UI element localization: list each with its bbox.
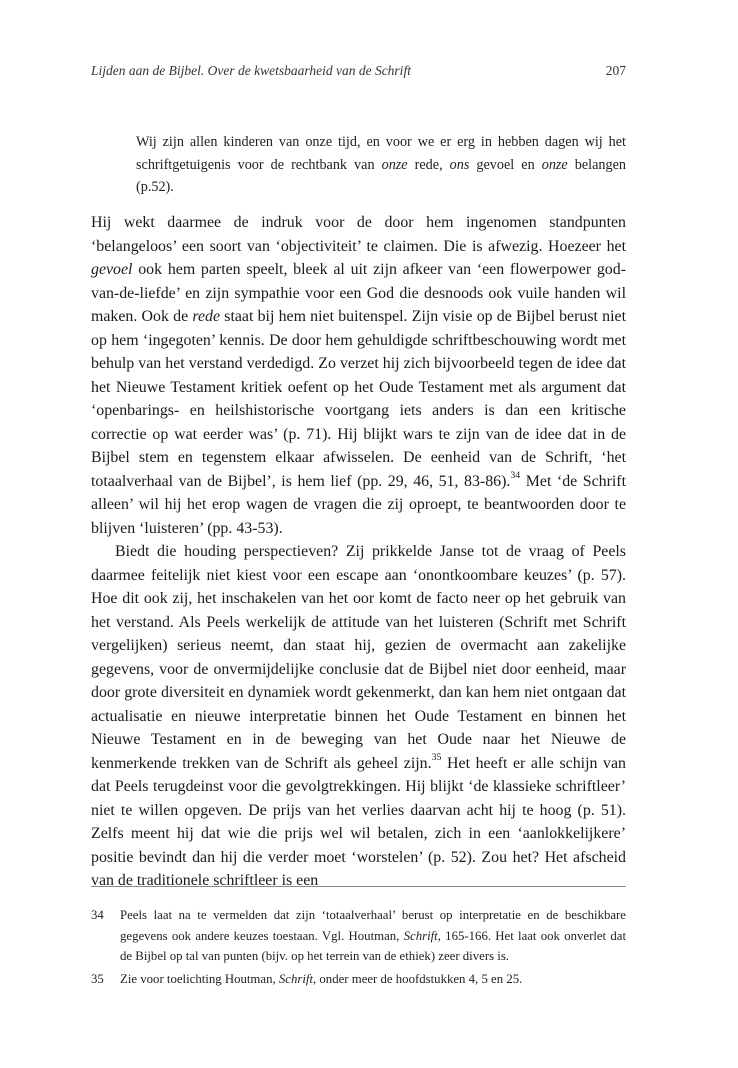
footnote-35: 35 Zie voor toelichting Houtman, Schrift, onder meer de hoofdstukken 4, 5 en 25. (91, 969, 626, 990)
quote-text: Wij zijn allen kinderen van onze tijd, en voor we er erg in hebben dagen wij het schriftgetuigenis voor de rechtbank van onze rede, ons gevoel en onze belangen (p.52). (136, 134, 626, 195)
page-number: 207 (605, 63, 626, 78)
paragraph-1: Hij wekt daarmee de indruk voor de door hem ingenomen standpunten ‘belangeloos’ een soort van ‘objectiviteit’ te claimen. Die is afwezig. Hoezeer het gevoel ook hem parten speelt, bleek al uit zijn afkeer van ‘een flowerpower god-van-de-liefde’ en zijn sympathie voor een God die desnoods ook vuile handen wil maken. Ook de rede staat bij hem niet buitenspel. Zijn visie op de Bijbel berust niet op hem ‘ingegoten’ kennis. De door hem gehuldigde schriftbeschouwing wordt met behulp van het verstand verdedigd. Zo verzet hij zich bijvoorbeeld tegen de idee dat het Nieuwe Testament kritiek oefent op het Oude Testament met als argument dat ‘openbarings- en heilshistorische voortgang iets anders is dan een kritische correctie op wat eerder was’ (p. 71). Hij blijkt wars te zijn van de idee dat in de Bijbel stem en tegenstem elkaar afwisselen. De eenheid van de Schrift, ‘het totaalverhaal van de Bijbel’, is hem lief (pp. 29, 46, 51, 83-86).$^{34}$ Met ‘de Schrift alleen’ wil hij het erop wagen de vragen die zij oproept, te beantwoorden door te blijven ‘luisteren’ (pp. 43-53). (91, 214, 627, 537)
emphasis: onze (381, 156, 408, 173)
footnote-34: 34 Peels laat na te vermelden dat zijn ‘totaalverhaal’ berust op interpretatie en de beschikbare gegevens ook andere keuzes toestaan. Vgl. Houtman, Schrift, 165-166. Het laat ook onverlet dat de Bijbel op tal van punten (bijv. op het terrein van de ethiek) zeer divers is. (91, 905, 626, 967)
running-title: Lijden aan de Bijbel. Over de kwetsbaarheid van de Schrift (91, 63, 411, 78)
body-text (91, 211, 626, 893)
block-quote (136, 131, 626, 199)
footnote-divider (91, 886, 626, 887)
emphasis: gevoel (91, 261, 133, 278)
footnote-number: 35 (91, 971, 104, 986)
footnotes (91, 905, 626, 991)
emphasis: ons (449, 156, 470, 173)
emphasis: Schrift (278, 971, 313, 986)
emphasis: onze (541, 156, 568, 173)
footnote-number: 34 (91, 908, 104, 922)
paragraph-2: Biedt die houding perspectieven? Zij prikkelde Janse tot de vraag of Peels daarmee feitelijk niet kiest voor een escape aan ‘onontkoombare keuzes’ (p. 57). Hoe dit ook zij, het inschakelen van het oor komt de facto neer op het gebruik van het verstand. Als Peels werkelijk de attitude van het luisteren (Schrift met Schrift vergelijken) serieus neemt, dan staat hij, gezien de overmacht aan zakelijke gegevens, voor de onvermijdelijke conclusie dat de Bijbel niet door eenheid, maar door grote diversiteit en dynamiek wordt gekenmerkt, dan kan hem niet ontgaan dat actualisatie en nieuwe interpretatie binnen het Oude Testament en binnen het Nieuwe Testament en in de beweging van het Oude naar het Nieuwe de kenmerkende trekken van de Schrift als geheel zijn.$^{35}$ Het heeft er alle schijn van dat Peels terugdeinst voor die gevolgtrekkingen. Hij blijkt ‘de klassieke schriftleer’ niet te willen opgeven. De prijs van het verlies daarvan acht hij te hoog (p. 51). Zelfs meent hij dat wie die prijs wel wil betalen, zich in een ‘aanlokkelijkere’ positie bevindt dan hij die verder moet ‘worstelen’ (p. 52). Zou het? Het afscheid van de traditionele schriftleer is een (91, 543, 626, 889)
emphasis: Schrift (403, 928, 438, 943)
footnote-reference-35[interactable]: 35 (431, 752, 442, 764)
running-header (91, 63, 626, 83)
footnote-reference-34[interactable]: 34 (510, 470, 521, 482)
emphasis: rede (192, 308, 221, 325)
